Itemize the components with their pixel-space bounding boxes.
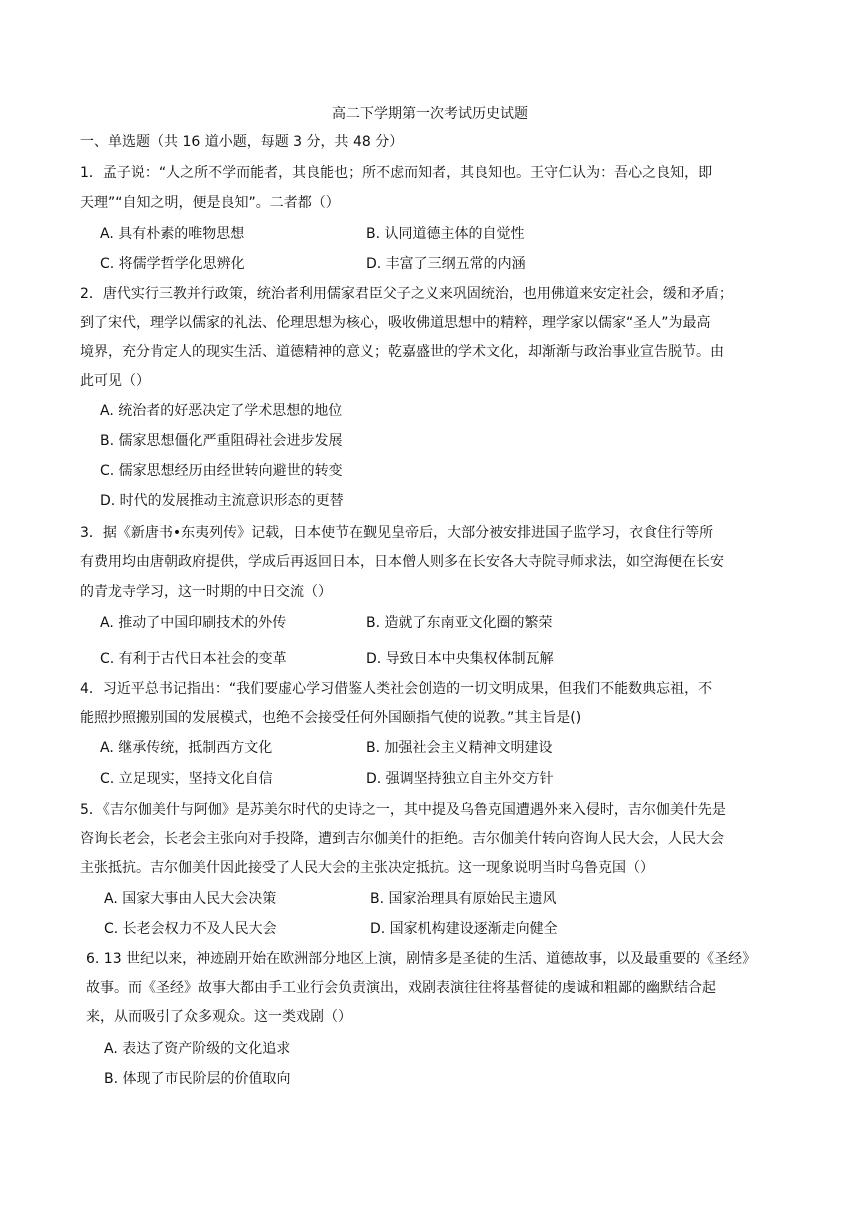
option-c: C. 立足现实，坚持文化自信	[100, 771, 273, 787]
option-d: D. 丰富了三纲五常的内涵	[366, 256, 526, 272]
question-text-line: 此可见（）	[80, 373, 150, 389]
option-c: C. 有利于古代日本社会的变革	[100, 651, 287, 667]
question-text-line: 6. 13 世纪以来，神迹剧开始在欧洲部分地区上演，剧情多是圣徒的生活、道德故事，以及最重要的《圣经》	[86, 951, 757, 967]
option-d: D. 导致日本中央集权体制瓦解	[366, 651, 554, 667]
option-c: C. 长老会权力不及人民大会	[104, 921, 277, 937]
option-b: B. 国家治理具有原始民主遗风	[370, 891, 557, 907]
option-a: A. 继承传统，抵制西方文化	[100, 740, 273, 756]
question-text-line: 境界，充分肯定人的现实生活、道德精神的意义；乾嘉盛世的学术文化，却渐渐与政治事业宣告脱节。由	[80, 344, 724, 360]
question-text-line: 5．《吉尔伽美什与阿伽》是苏美尔时代的史诗之一，其中提及乌鲁克国遭遇外来入侵时，吉尔伽美什先是	[80, 802, 726, 818]
option-d: D. 国家机构建设逐渐走向健全	[370, 921, 558, 937]
question-text-line: 到了宋代，理学以儒家的礼法、伦理思想为核心，吸收佛道思想中的精粹，理学家以儒家“圣人”为最高	[80, 315, 711, 331]
option-c: C. 儒家思想经历由经世转向避世的转变	[100, 463, 343, 479]
question-text-line: 4．习近平总书记指出：“我们要虚心学习借鉴人类社会创造的一切文明成果，但我们不能数典忘祖，不	[80, 681, 713, 697]
option-d: D. 时代的发展推动主流意识形态的更替	[100, 493, 344, 509]
option-b: B. 认同道德主体的自觉性	[366, 226, 525, 242]
question-text-line: 2．唐代实行三教并行政策，统治者利用儒家君臣父子之义来巩固统治，也用佛道来安定社会，缓和矛盾；	[80, 286, 733, 302]
option-a: A. 具有朴素的唯物思想	[100, 226, 245, 242]
page-title: 高二下学期第一次考试历史试题	[332, 106, 528, 122]
option-d: D. 强调坚持独立自主外交方针	[366, 771, 554, 787]
question-text-line: 故事。而《圣经》故事大都由手工业行会负责演出，戏剧表演往往将基督徒的虔诚和粗鄙的幽默结合起	[86, 980, 716, 996]
option-a: A. 表达了资产阶级的文化追求	[104, 1041, 291, 1057]
option-b: B. 造就了东南亚文化圈的繁荣	[366, 615, 553, 631]
question-text-line: 的青龙寺学习，这一时期的中日交流（）	[80, 584, 332, 600]
question-text-line: 1．孟子说：“人之所不学而能者，其良能也；所不虑而知者，其良知也。王守仁认为：吾心之良知，即	[80, 165, 713, 181]
option-b: B. 加强社会主义精神文明建设	[366, 740, 553, 756]
option-a: A. 国家大事由人民大会决策	[104, 891, 277, 907]
question-text-line: 来，从而吸引了众多观众。这一类戏剧（）	[86, 1009, 352, 1025]
option-c: C. 将儒学哲学化思辨化	[100, 256, 245, 272]
option-a: A. 统治者的好恶决定了学术思想的地位	[100, 403, 343, 419]
option-b: B. 儒家思想僵化严重阻碍社会进步发展	[100, 433, 343, 449]
question-text-line: 主张抵抗。吉尔伽美什因此接受了人民大会的主张决定抵抗。这一现象说明当时乌鲁克国（）	[80, 860, 654, 876]
question-text-line: 能照抄照搬别国的发展模式，也绝不会接受任何外国颐指气使的说教。”其主旨是()	[80, 710, 582, 726]
question-text-line: 天理”“自知之明，便是良知”。二者都（）	[80, 195, 340, 211]
question-text-line: 咨询长老会，长老会主张向对手投降，遭到吉尔伽美什的拒绝。吉尔伽美什转向咨询人民大会，人民大会	[80, 831, 724, 847]
question-text-line: 3．据《新唐书•东夷列传》记载，日本使节在觐见皇帝后，大部分被安排进国子监学习，衣食住行等所	[80, 525, 714, 541]
option-b: B. 体现了市民阶层的价值取向	[104, 1071, 291, 1087]
question-text-line: 有费用均由唐朝政府提供，学成后再返回日本，日本僧人则多在长安各大寺院寻师求法，如空海便在长安	[80, 554, 724, 570]
option-a: A. 推动了中国印刷技术的外传	[100, 615, 287, 631]
section-heading: 一、单选题（共 16 道小题，每题 3 分，共 48 分）	[80, 134, 404, 150]
